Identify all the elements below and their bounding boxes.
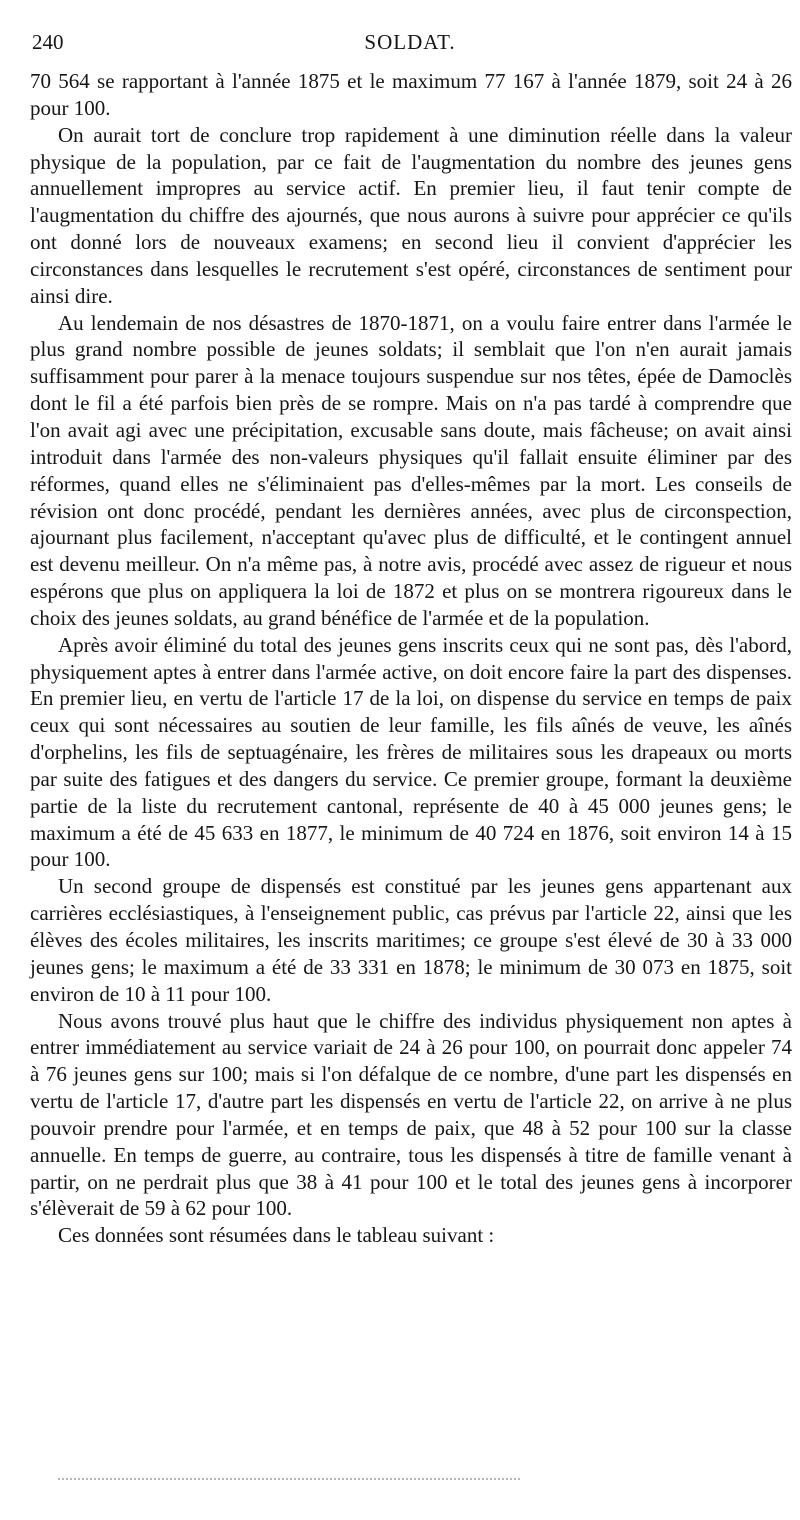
paragraph: Au lendemain de nos désastres de 1870-1871, on a voulu faire entrer dans l'armée le plus grand nombre possible de jeunes soldats; il semblait que l'on n'en aurait jamais suffisamment pour parer à la menace toujours suspendue sur nos têtes, épée de Damoclès dont le fil a été parfois bien près de se rompre. Mais on n'a pas tardé à comprendre que l'on avait agi avec une précipitation, excusable sans doute, mais fâcheuse; on avait ainsi introduit dans l'armée des non-valeurs physiques qu'il fallait ensuite éliminer par des réformes, quand elles ne s'éliminaient pas d'elles-mêmes par la mort. Les conseils de révision ont donc procédé, pendant les dernières années, avec plus de circonspection, ajournant plus facilement, n'acceptant qu'avec plus de difficulté, et le contingent annuel est devenu meilleur. On n'a même pas, à notre avis, procédé avec assez de rigueur et nous espérons que plus on appliquera la loi de 1872 et plus on se montrera rigoureux dans le choix des jeunes soldats, au grand bénéfice de l'armée et de la population. bbox=[30, 310, 792, 630]
running-head: SOLDAT. bbox=[364, 30, 456, 54]
body-text bbox=[30, 68, 792, 1249]
paragraph-continued: 70 564 se rapportant à l'année 1875 et le maximum 77 167 à l'année 1879, soit 24 à 26 pour 100. bbox=[30, 69, 792, 120]
page-number: 240 bbox=[32, 30, 64, 54]
paragraph: Nous avons trouvé plus haut que le chiffre des individus physiquement non aptes à entrer immédiatement au service variait de 24 à 26 pour 100, on pourrait donc appeler 74 à 76 jeunes gens sur 100; mais si l'on défalque de ce nombre, d'une part les dispensés en vertu de l'article 17, d'autre part les dispensés en vertu de l'article 22, on arrive à ne plus pouvoir prendre pour l'armée, et en temps de paix, que 48 à 52 pour 100 sur la classe annuelle. En temps de guerre, au contraire, tous les dispensés à titre de famille venant à partir, on ne perdrait plus que 38 à 41 pour 100 et le total des jeunes gens à incorporer s'élèverait de 59 à 62 pour 100. bbox=[30, 1008, 792, 1221]
paragraph: Un second groupe de dispensés est constitué par les jeunes gens appartenant aux carrières ecclésiastiques, à l'enseignement public, cas prévus par l'article 22, ainsi que les élèves des écoles militaires, les inscrits maritimes; ce groupe s'est élevé de 30 à 33 000 jeunes gens; le maximum a été de 33 331 en 1878; le minimum de 30 073 en 1875, soit environ de 10 à 11 pour 100. bbox=[30, 874, 792, 1006]
paragraph: On aurait tort de conclure trop rapidement à une diminution réelle dans la valeur physique de la population, par ce fait de l'augmentation du nombre des jeunes gens annuellement impropres au service actif. En premier lieu, il faut tenir compte de l'augmentation du chiffre des ajournés, que nous aurons à suivre pour apprécier ce qu'ils ont donné lors de nouveaux examens; en second lieu il convient d'apprécier les circonstances dans lesquelles le recrutement s'est opéré, circonstances de sentiment pour ainsi dire. bbox=[30, 122, 792, 308]
paragraph-table-intro: Ces données sont résumées dans le tableau suivant : bbox=[58, 1223, 495, 1248]
page-header bbox=[30, 30, 790, 60]
paragraph: Après avoir éliminé du total des jeunes gens inscrits ceux qui ne sont pas, dès l'abord, physiquement aptes à entrer dans l'armée active, on doit encore faire la part des dispenses. En premier lieu, en vertu de l'article 17 de la loi, on dispense du service en temps de paix ceux qui sont nécessaires au soutien de leur famille, les fils aînés de veuve, les aînés d'orphelins, les fils de septuagénaire, les frères de militaires sous les drapeaux ou morts par suite des fatigues et des dangers du service. Ce premier groupe, formant la deuxième partie de la liste du recrutement cantonal, représente de 40 à 45 000 jeunes gens; le maximum a été de 45 633 en 1877, le minimum de 40 724 en 1876, soit environ 14 à 15 pour 100. bbox=[30, 632, 792, 872]
bleed-through-rule bbox=[58, 1478, 520, 1480]
